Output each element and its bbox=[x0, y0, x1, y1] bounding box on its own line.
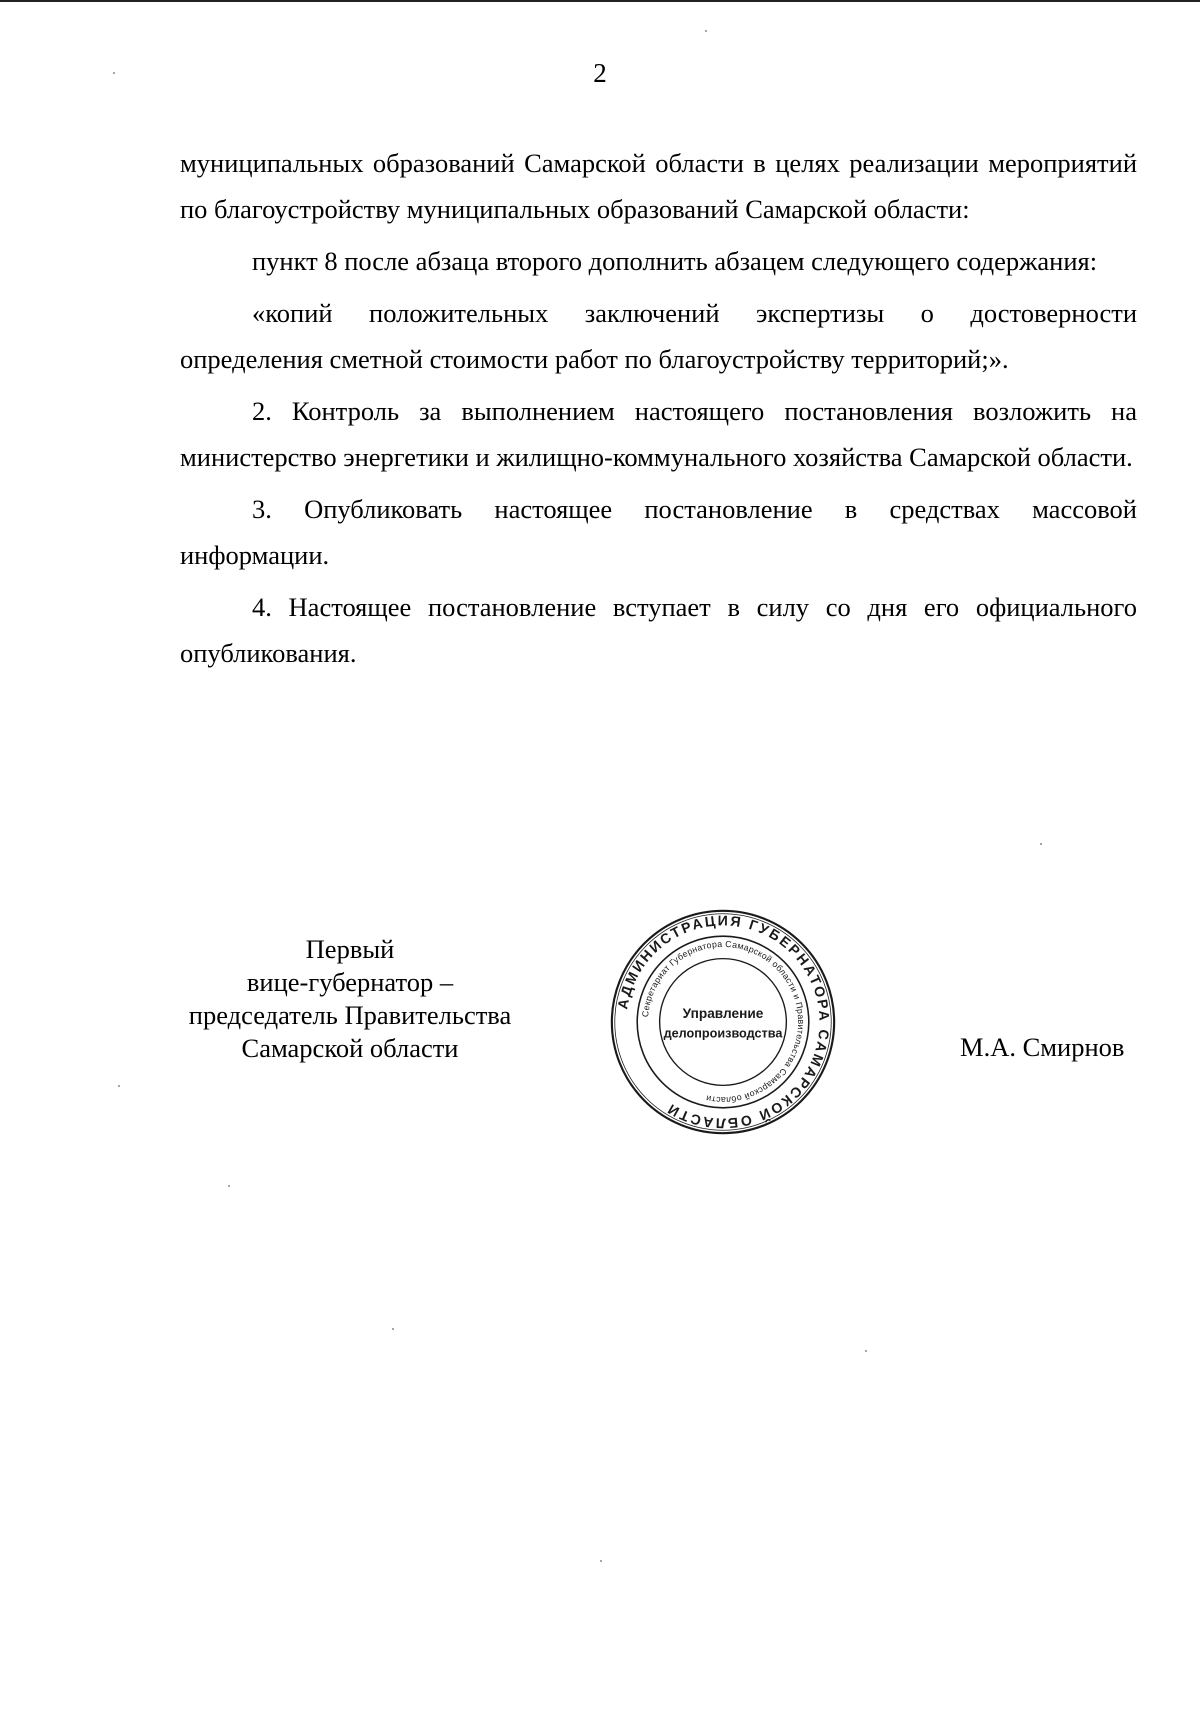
scan-speck bbox=[392, 1328, 394, 1330]
stamp-center-line: делопроизводства bbox=[663, 1026, 783, 1041]
stamp-inner-text: Секретариат Губернатора Самарской области и Правительства Самарской области bbox=[640, 938, 807, 1106]
scan-speck bbox=[118, 1085, 120, 1087]
official-stamp bbox=[606, 905, 840, 1139]
stamp-center-line: Управление bbox=[682, 1006, 764, 1022]
paragraph: 3. Опубликовать настоящее постановление в средствах массовой информации. bbox=[180, 494, 1137, 570]
stamp-inner-ring bbox=[660, 959, 787, 1086]
signer-position bbox=[170, 933, 530, 1065]
paragraph: «копий положительных заключений экспертизы о достоверности определения сметной стоимости работ по благоустройству территорий;». bbox=[180, 298, 1137, 374]
signer-position-line: Самарской области bbox=[241, 1033, 459, 1063]
paragraph: 2. Контроль за выполнением настоящего постановления возложить на министерство энергетики и жилищно-коммунального хозяйства Самарской области. bbox=[180, 396, 1137, 472]
stamp-outer-text: АДМИНИСТРАЦИЯ ГУБЕРНАТОРА САМАРСКОЙ ОБЛАСТИ bbox=[614, 912, 833, 1132]
page-number: 2 bbox=[593, 58, 607, 88]
stamp-middle-ring bbox=[637, 936, 809, 1108]
signer-position-line: Первый bbox=[305, 934, 395, 964]
signer-position-line: вице-губернатор – bbox=[246, 967, 454, 997]
paragraph: 4. Настоящее постановление вступает в силу со дня его официального опубликования. bbox=[180, 592, 1137, 668]
scan-speck bbox=[1040, 843, 1042, 845]
paragraph: пункт 8 после абзаца второго дополнить абзацем следующего содержания: bbox=[252, 246, 1098, 276]
scan-speck bbox=[705, 30, 707, 32]
scan-speck bbox=[600, 1560, 602, 1562]
signer-name: М.А. Смирнов bbox=[960, 1032, 1125, 1062]
scan-speck bbox=[865, 1350, 867, 1352]
top-scan-edge bbox=[0, 0, 1200, 2]
body-text bbox=[180, 140, 1137, 682]
scan-speck bbox=[113, 72, 115, 74]
scan-speck bbox=[228, 1185, 230, 1187]
paragraph: муниципальных образований Самарской области в целях реализации мероприятий по благоустройству муниципальных образований Самарской области: bbox=[180, 148, 1137, 224]
signer-position-line: председатель Правительства bbox=[188, 1000, 512, 1030]
